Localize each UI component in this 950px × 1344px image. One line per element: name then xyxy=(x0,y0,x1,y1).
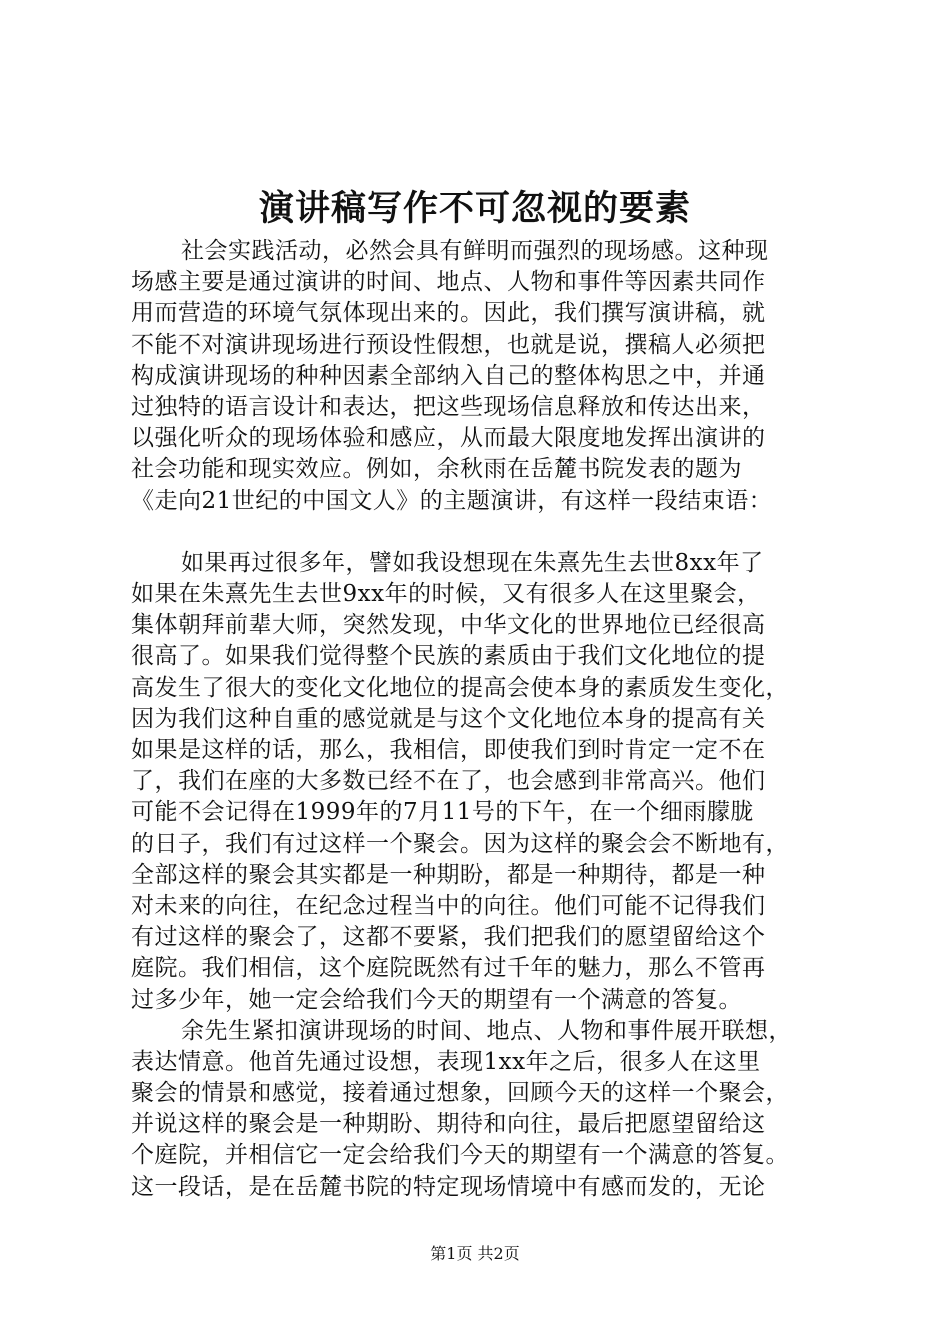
text-line: 社会实践活动，必然会具有鲜明而强烈的现场感。这种现 xyxy=(181,238,769,264)
text-line: 不能不对演讲现场进行预设性假想，也就是说，撰稿人必须把 xyxy=(131,331,766,358)
text-line: 对未来的向往，在纪念过程当中的向往。他们可能不记得我们 xyxy=(131,892,766,919)
text-line: 高发生了很大的变化文化地位的提高会使本身的素质发生变化， xyxy=(131,674,789,701)
text-line: 构成演讲现场的种种因素全部纳入自己的整体构思之中，并通 xyxy=(131,362,766,389)
text-line: 很高了。如果我们觉得整个民族的素质由于我们文化地位的提 xyxy=(131,643,766,670)
paragraph xyxy=(131,236,831,517)
text-line: 以强化听众的现场体验和感应，从而最大限度地发挥出演讲的 xyxy=(131,425,766,452)
paragraph xyxy=(131,1016,831,1203)
text-line: 《走向21世纪的中国文人》的主题演讲，有这样一段结束语： xyxy=(131,487,773,514)
text-line: 庭院。我们相信，这个庭院既然有过千年的魅力，那么不管再 xyxy=(131,955,766,982)
text-line: 过多少年，她一定会给我们今天的期望有一个满意的答复。 xyxy=(131,986,742,1013)
text-line: 如果再过很多年，譬如我设想现在朱熹先生去世8xx年了 xyxy=(181,549,764,576)
text-line: 全部这样的聚会其实都是一种期盼，都是一种期待，都是一种 xyxy=(131,861,766,888)
text-line: 可能不会记得在1999年的7月11号的下午，在一个细雨朦胧 xyxy=(131,799,754,826)
document-title: 演讲稿写作不可忽视的要素 xyxy=(258,188,691,229)
text-line: 余先生紧扣演讲现场的时间、地点、人物和事件展开联想， xyxy=(181,1017,792,1044)
text-line: 个庭院，并相信它一定会给我们今天的期望有一个满意的答复。 xyxy=(131,1142,789,1169)
text-line: 用而营造的环境气氛体现出来的。因此，我们撰写演讲稿，就 xyxy=(131,300,766,327)
document-body xyxy=(131,236,831,1203)
paragraph xyxy=(131,548,831,1016)
text-line: 社会功能和现实效应。例如，余秋雨在岳麓书院发表的题为 xyxy=(131,456,742,483)
text-line: 的日子，我们有过这样一个聚会。因为这样的聚会会不断地有， xyxy=(131,830,789,857)
text-line: 集体朝拜前辈大师，突然发现，中华文化的世界地位已经很高 xyxy=(131,612,766,639)
text-line: 过独特的语言设计和表达，把这些现场信息释放和传达出来， xyxy=(131,393,766,420)
text-line: 因为我们这种自重的感觉就是与这个文化地位本身的提高有关 xyxy=(131,705,766,732)
text-line: 并说这样的聚会是一种期盼、期待和向往，最后把愿望留给这 xyxy=(131,1111,766,1138)
text-line: 表达情意。他首先通过设想，表现1xx年之后，很多人在这里 xyxy=(131,1048,761,1075)
page-footer: 第1页 共2页 xyxy=(430,1244,520,1263)
text-line: 聚会的情景和感觉，接着通过想象，回顾今天的这样一个聚会， xyxy=(131,1080,789,1107)
text-line: 如果在朱熹先生去世9xx年的时候，又有很多人在这里聚会， xyxy=(131,581,761,608)
paragraph-gap xyxy=(131,517,831,548)
text-line: 这一段话，是在岳麓书院的特定现场情境中有感而发的，无论 xyxy=(131,1173,766,1200)
text-line: 有过这样的聚会了，这都不要紧，我们把我们的愿望留给这个 xyxy=(131,924,766,951)
text-line: 如果是这样的话，那么，我相信，即使我们到时肯定一定不在 xyxy=(131,737,766,763)
text-line: 了，我们在座的大多数已经不在了，也会感到非常高兴。他们 xyxy=(131,768,766,795)
text-line: 场感主要是通过演讲的时间、地点、人物和事件等因素共同作 xyxy=(131,269,766,296)
